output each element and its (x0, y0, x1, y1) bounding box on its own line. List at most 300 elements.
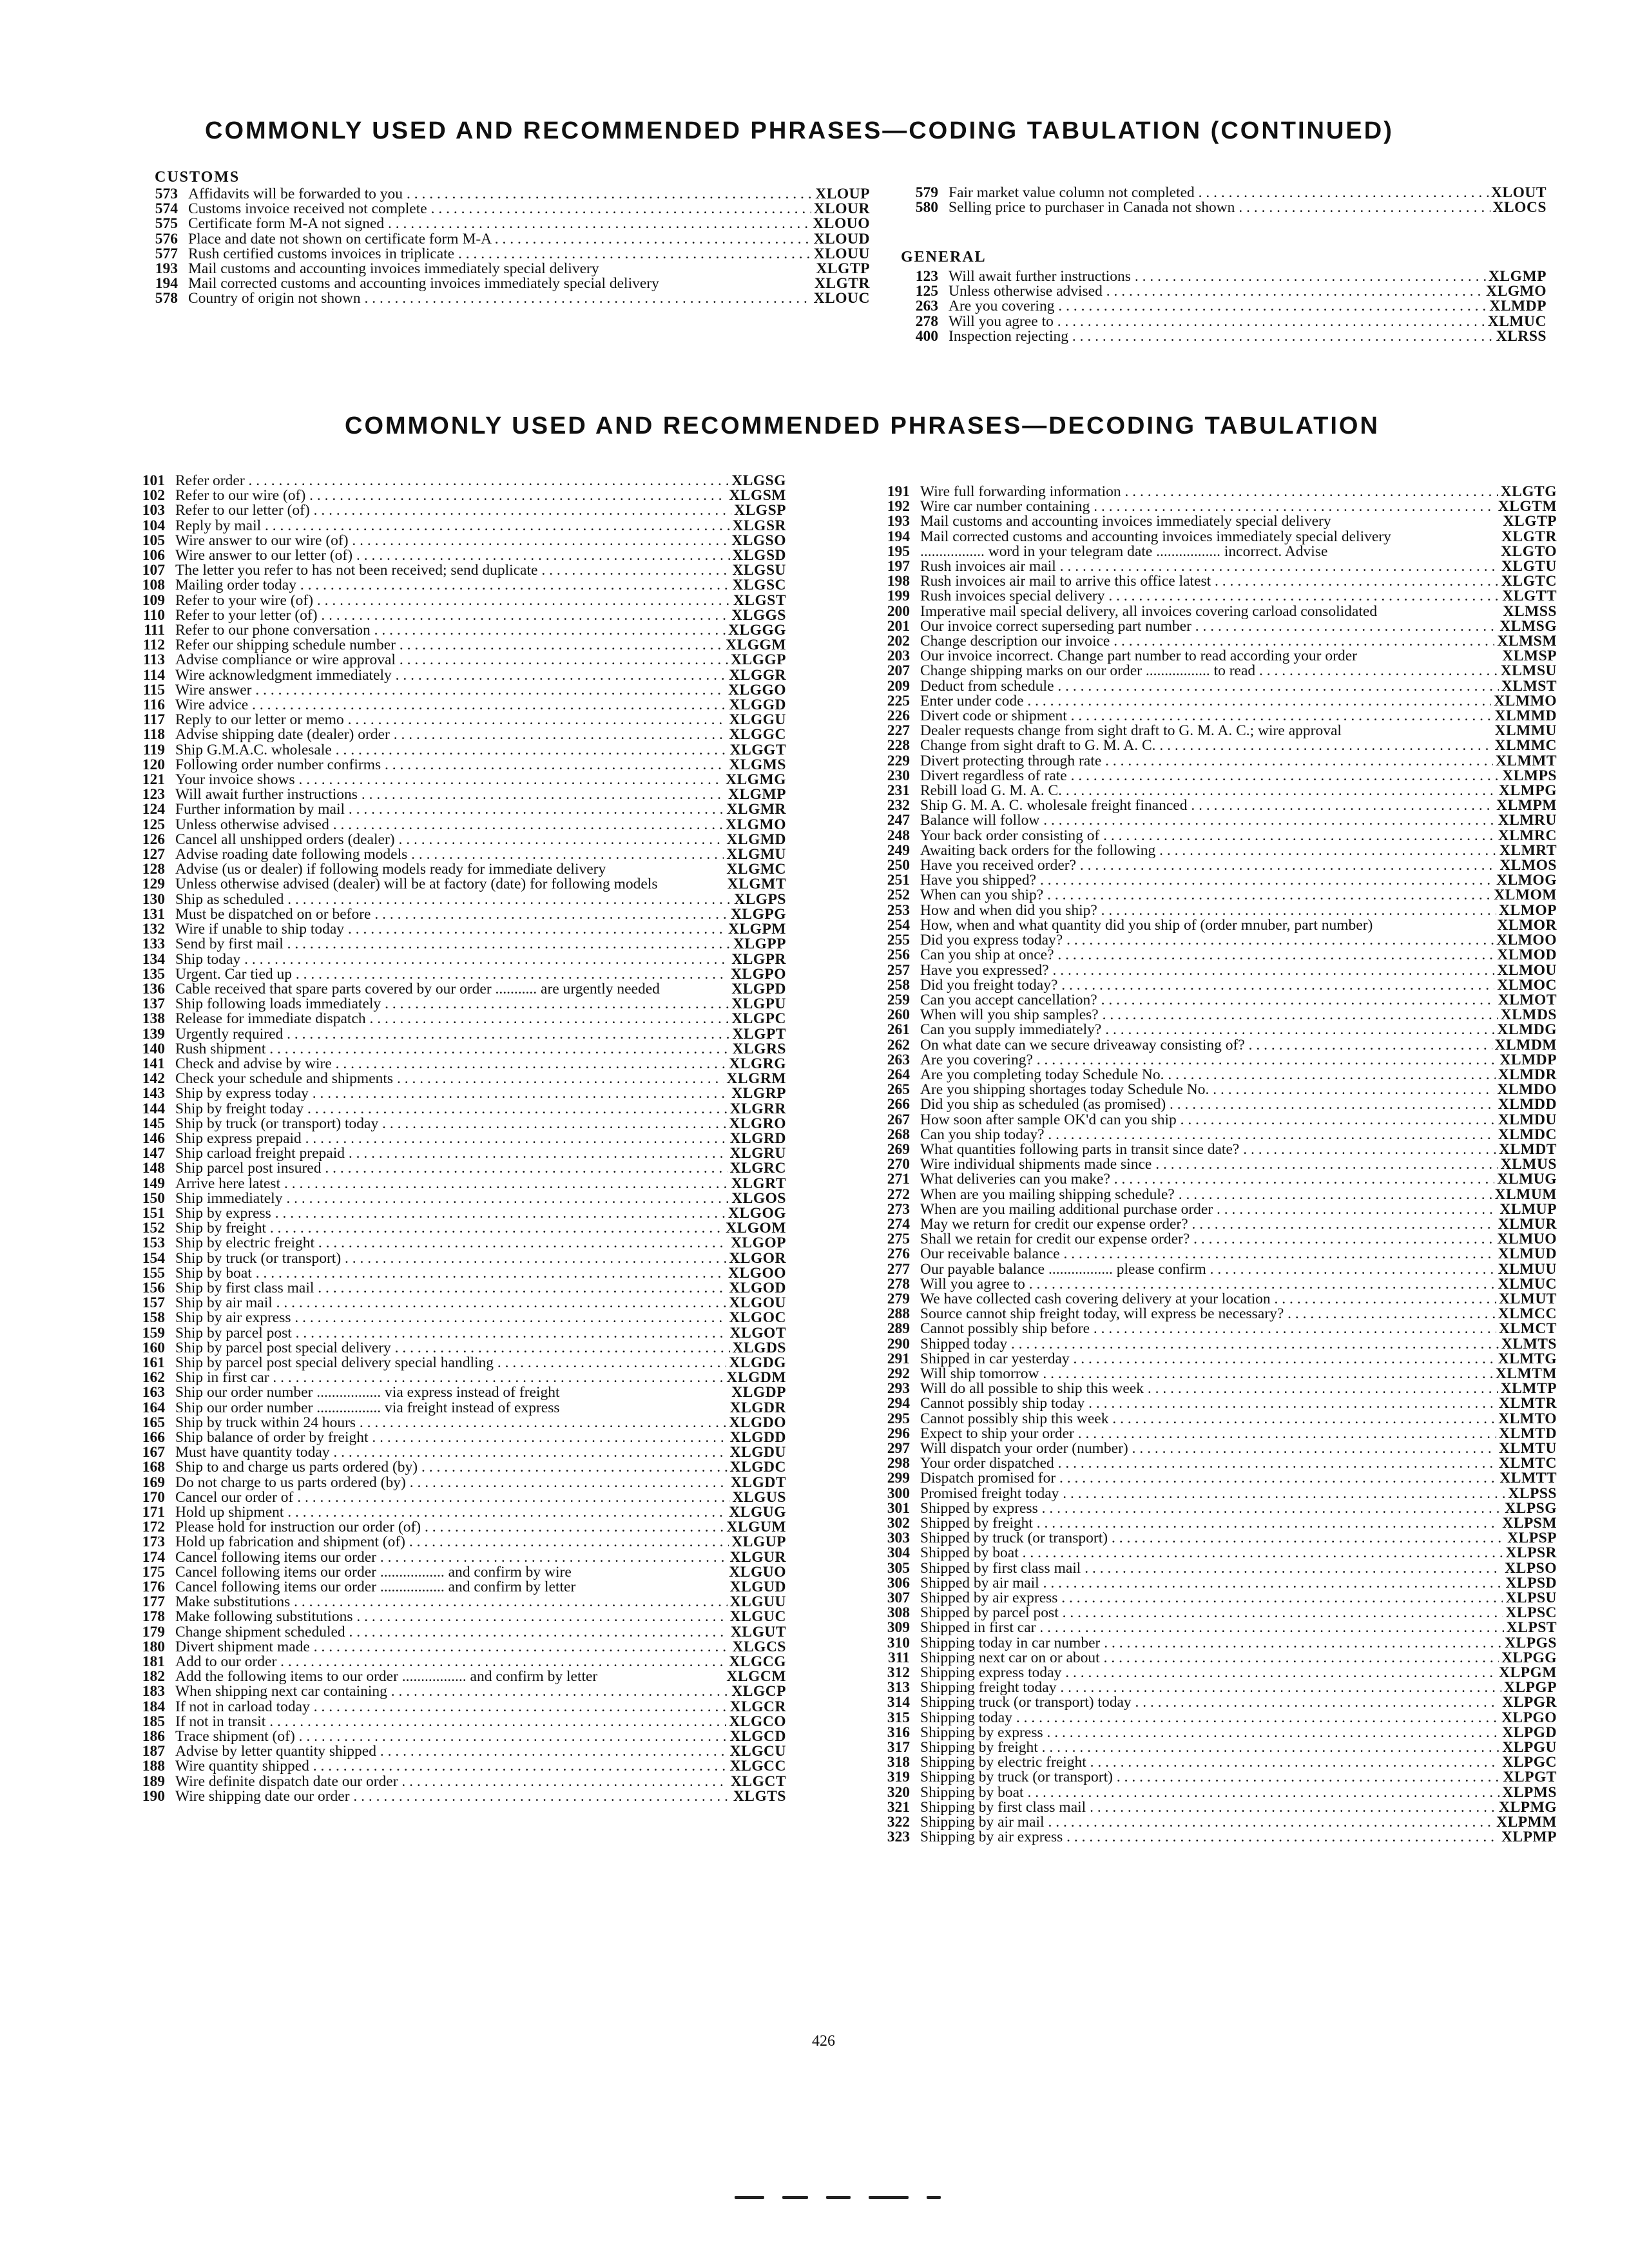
list-item (129, 787, 786, 802)
entry-number: 161 (142, 1354, 165, 1371)
entry-number: 172 (142, 1519, 165, 1536)
list-item (874, 1620, 1557, 1635)
entry-number: 109 (142, 591, 165, 609)
entry-code: XLMUR (1498, 1215, 1557, 1233)
entry-code: XLMDS (1500, 1006, 1557, 1024)
entry-phrase: Ship today . . . (175, 952, 729, 967)
list-item (129, 578, 786, 593)
entry-number: 271 (887, 1171, 910, 1188)
list-item (129, 1341, 786, 1356)
entry-phrase: Refer to our letter (of) . . . (175, 503, 731, 518)
entry-code: XLMOO (1496, 932, 1557, 949)
entry-phrase: Must be dispatched on or before . . . (175, 907, 728, 922)
entry-phrase: When are you mailing additional purchase order . . . (920, 1202, 1497, 1217)
entry-code: XLGSD (732, 547, 786, 564)
entry-phrase: Ship by parcel post . . . (175, 1326, 728, 1341)
entry-number: 157 (142, 1294, 165, 1312)
entry-number: 130 (142, 890, 165, 908)
list-item (874, 903, 1557, 918)
list-item (874, 1516, 1557, 1531)
entry-number: 301 (887, 1499, 910, 1517)
entry-code: XLGSO (731, 532, 786, 549)
entry-code: XLGGD (729, 697, 786, 714)
entry-number: 573 (155, 186, 178, 202)
customs-right-list (902, 186, 1547, 215)
entry-number: 171 (142, 1504, 165, 1521)
entry-number: 152 (142, 1220, 165, 1237)
entry-code: XLMDD (1498, 1096, 1557, 1113)
entry-code: XLPSR (1505, 1544, 1557, 1562)
entry-number: 174 (142, 1548, 165, 1566)
entry-number: 252 (887, 887, 910, 904)
entry-number: 136 (142, 980, 165, 997)
list-item (874, 1217, 1557, 1232)
entry-code: XLGUO (729, 1563, 786, 1581)
list-item (874, 1531, 1557, 1546)
entry-phrase: Fair market value column not completed . . . (949, 186, 1489, 200)
entry-code: XLMOC (1497, 976, 1557, 994)
entry-number: 278 (915, 312, 938, 330)
entry-phrase: Shipped by parcel post . . . (920, 1606, 1503, 1620)
entry-phrase: If not in carload today . . . (175, 1700, 728, 1715)
entry-code: XLGMS (729, 756, 786, 773)
entry-code: XLGUG (729, 1504, 786, 1521)
entry-phrase: Make substitutions . . . (175, 1595, 728, 1610)
entry-number: 308 (887, 1604, 910, 1622)
list-item (142, 276, 870, 291)
list-item (874, 1352, 1557, 1367)
entry-number: 107 (142, 562, 165, 579)
entry-code: XLMMT (1495, 752, 1557, 769)
entry-number: 310 (887, 1634, 910, 1651)
entry-number: 168 (142, 1459, 165, 1476)
entry-code: XLGSP (734, 502, 786, 519)
entry-number: 297 (887, 1440, 910, 1457)
entry-phrase: Ship immediately . . . (175, 1191, 729, 1206)
entry-code: XLGRC (729, 1160, 786, 1177)
entry-number: 576 (155, 230, 178, 247)
list-item (129, 1610, 786, 1624)
entry-number: 315 (887, 1709, 910, 1726)
entry-number: 198 (887, 573, 910, 590)
entry-phrase: Wire answer to our wire (of) . . . (175, 533, 729, 548)
entry-number: 159 (142, 1324, 165, 1341)
entry-code: XLGMD (726, 831, 786, 848)
entry-code: XLOUR (813, 200, 870, 218)
entry-number: 299 (887, 1470, 910, 1487)
list-item (874, 679, 1557, 694)
list-item (129, 997, 786, 1012)
entry-code: XLGCS (732, 1638, 786, 1655)
list-item (129, 877, 786, 892)
entry-code: XLMMC (1494, 737, 1557, 754)
entry-phrase: Rebill load G. M. A. C. . . . (920, 783, 1496, 798)
list-item (874, 1082, 1557, 1097)
entry-number: 313 (887, 1679, 910, 1696)
entry-phrase: Shipped by boat . . . (920, 1546, 1503, 1561)
entry-number: 193 (155, 260, 178, 278)
entry-number: 114 (143, 666, 165, 684)
list-item (902, 186, 1547, 200)
entry-code: XLGRU (729, 1145, 786, 1162)
list-item (874, 649, 1557, 664)
list-item (129, 1281, 786, 1296)
entry-phrase: Reply to our letter or memo . . . (175, 713, 726, 727)
entry-code: XLGGC (729, 726, 786, 744)
list-item (129, 922, 786, 937)
entry-number: 265 (887, 1081, 910, 1099)
list-item (129, 1445, 786, 1460)
entry-phrase: Mailing order today . . . (175, 578, 730, 593)
entry-number: 300 (887, 1485, 910, 1502)
entry-code: XLGDR (729, 1399, 786, 1416)
list-item (874, 1725, 1557, 1740)
entry-code: XLGMO (726, 816, 786, 833)
list-item (874, 1337, 1557, 1352)
entry-number: 228 (887, 737, 910, 754)
list-item (142, 232, 870, 247)
entry-phrase: Are you covering . . . (949, 299, 1487, 314)
entry-number: 169 (142, 1474, 165, 1491)
entry-phrase: Cancel following items our order ................. and confirm by wire (175, 1564, 572, 1581)
entry-number: 176 (142, 1579, 165, 1596)
entry-number: 138 (142, 1010, 165, 1028)
list-item (129, 1535, 786, 1550)
entry-phrase: Dealer requests change from sight draft to G. M. A. C.; wire approval (920, 724, 1342, 739)
entry-code: XLPSS (1508, 1485, 1557, 1502)
list-item (874, 798, 1557, 813)
list-item (874, 1307, 1557, 1321)
entry-number: 158 (142, 1309, 165, 1327)
entry-code: XLGTR (1501, 528, 1557, 545)
entry-code: XLGSR (732, 517, 786, 534)
entry-phrase: Ship by parcel post special delivery . . . (175, 1341, 730, 1356)
entry-phrase: Ship by truck (or transport) today . . . (175, 1117, 726, 1131)
list-item (874, 1247, 1557, 1262)
entry-code: XLGOD (729, 1279, 786, 1296)
entry-number: 190 (142, 1787, 165, 1805)
entry-number: 296 (887, 1425, 910, 1442)
entry-phrase: Ship by truck (or transport) . . . (175, 1251, 726, 1266)
entry-code: XLGSM (729, 487, 786, 505)
entry-phrase: Shipped by freight . . . (920, 1516, 1499, 1531)
list-item (874, 1800, 1557, 1815)
list-item (129, 1266, 786, 1281)
entry-number: 155 (142, 1264, 165, 1282)
list-item (874, 1008, 1557, 1023)
entry-phrase: Mail customs and accounting invoices immediately special delivery (188, 262, 599, 277)
entry-phrase: Shipping today . . . (920, 1711, 1499, 1725)
entry-phrase: Promised freight today . . . (920, 1486, 1505, 1501)
entry-phrase: Unless otherwise advised . . . (949, 284, 1483, 299)
list-item (874, 1740, 1557, 1755)
list-item (874, 1396, 1557, 1411)
list-item (129, 548, 786, 563)
list-item (129, 847, 786, 862)
entry-phrase: Shipping by air express . . . (920, 1830, 1499, 1845)
entry-code: XLGUS (732, 1488, 786, 1506)
entry-code: XLMUS (1500, 1156, 1557, 1173)
entry-code: XLGOU (729, 1294, 786, 1312)
list-item (129, 1401, 786, 1416)
entry-number: 248 (887, 827, 910, 844)
entry-code: XLMOR (1497, 916, 1557, 934)
entry-code: XLOUO (813, 215, 870, 233)
entry-phrase: When shipping next car containing . . . (175, 1684, 729, 1699)
entry-code: XLMOP (1499, 901, 1557, 919)
entry-phrase: Shipping by air mail . . . (920, 1815, 1494, 1830)
entry-code: XLPGM (1499, 1664, 1557, 1682)
list-item (129, 1012, 786, 1026)
list-item (142, 262, 870, 276)
entry-number: 579 (915, 184, 938, 201)
entry-code: XLMDG (1497, 1021, 1557, 1039)
entry-code: XLMST (1501, 677, 1557, 695)
entry-code: XLPMM (1496, 1814, 1557, 1831)
entry-phrase: Urgent. Car tied up . . . (175, 967, 728, 982)
entry-code: XLMOM (1494, 887, 1557, 904)
entry-code: XLGSC (732, 577, 786, 594)
entry-code: XLGUU (729, 1593, 786, 1611)
entry-number: 254 (887, 916, 910, 934)
entry-phrase: Do not charge to us parts ordered (by) . . . (175, 1475, 728, 1490)
list-item (874, 1038, 1557, 1053)
entry-number: 270 (887, 1156, 910, 1173)
entry-number: 317 (887, 1739, 910, 1756)
list-item (874, 634, 1557, 649)
entry-code: XLGUC (729, 1608, 786, 1626)
entry-phrase: Ship by boat . . . (175, 1266, 726, 1281)
entry-code: XLGPT (732, 1025, 786, 1043)
entry-phrase: May we return for credit our expense order? . . . (920, 1217, 1496, 1232)
entry-code: XLMTS (1501, 1335, 1557, 1352)
entry-number: 231 (887, 782, 910, 800)
entry-phrase: Ship express prepaid . . . (175, 1131, 728, 1146)
entry-number: 165 (142, 1414, 165, 1431)
entry-code: XLGRR (729, 1100, 786, 1117)
list-item (874, 829, 1557, 843)
entry-number: 156 (142, 1279, 165, 1296)
entry-phrase: Shipping next car on or about . . . (920, 1651, 1499, 1666)
entry-code: XLMTD (1499, 1425, 1557, 1442)
entry-code: XLMUT (1499, 1290, 1557, 1307)
entry-number: 120 (142, 756, 165, 773)
list-item (129, 474, 786, 488)
entry-code: XLMUU (1498, 1260, 1557, 1278)
entry-phrase: Following order number confirms . . . (175, 758, 726, 773)
list-item (874, 1651, 1557, 1666)
list-item (874, 948, 1557, 963)
list-item (874, 918, 1557, 933)
entry-phrase: Shipping express today . . . (920, 1666, 1496, 1680)
list-item (129, 1715, 786, 1729)
entry-code: XLMDO (1497, 1081, 1557, 1099)
entry-number: 199 (887, 588, 910, 605)
entry-number: 170 (142, 1488, 165, 1506)
entry-code: XLPGD (1502, 1724, 1557, 1741)
entry-code: XLPSG (1505, 1499, 1557, 1517)
list-item (129, 1251, 786, 1266)
entry-code: XLMSU (1500, 662, 1557, 680)
entry-phrase: Advise by letter quantity shipped . . . (175, 1744, 728, 1759)
entry-phrase: Awaiting back orders for the following . . . (920, 843, 1497, 858)
entry-phrase: Shipping by boat . . . (920, 1785, 1499, 1800)
entry-number: 314 (887, 1694, 910, 1711)
list-item (874, 993, 1557, 1008)
entry-phrase: We have collected cash covering delivery at your location . . . (920, 1292, 1496, 1307)
list-item (129, 1625, 786, 1640)
list-item (874, 1576, 1557, 1591)
list-item (129, 1296, 786, 1311)
entry-code: XLRSS (1496, 327, 1547, 345)
entry-code: XLPSD (1505, 1574, 1557, 1591)
entry-number: 195 (887, 543, 910, 560)
entry-number: 126 (142, 831, 165, 848)
list-item (142, 247, 870, 262)
entry-phrase: Your invoice shows . . . (175, 773, 723, 787)
entry-number: 102 (142, 487, 165, 505)
list-item (129, 1370, 786, 1385)
entry-code: XLMSP (1502, 648, 1557, 665)
entry-phrase: Refer to our wire (of) . . . (175, 488, 726, 503)
list-item (129, 713, 786, 727)
entry-phrase: Did you freight today? . . . (920, 978, 1494, 993)
list-item (874, 1381, 1557, 1396)
entry-phrase: Source cannot ship freight today, will express be necessary? . . . (920, 1307, 1496, 1321)
entry-number: 187 (142, 1743, 165, 1760)
list-item (902, 284, 1547, 299)
entry-phrase: When will you ship samples? . . . (920, 1008, 1498, 1023)
entry-code: XLGPM (728, 921, 786, 938)
list-item (874, 1292, 1557, 1307)
entry-phrase: Deduct from schedule . . . (920, 679, 1499, 694)
entry-phrase: Cannot possibly ship today . . . (920, 1396, 1496, 1411)
list-item (129, 1236, 786, 1251)
list-item (129, 1206, 786, 1221)
entry-phrase: Add the following items to our order ................. and confirm by letter (175, 1669, 598, 1685)
entry-number: 124 (142, 801, 165, 818)
list-item (874, 1546, 1557, 1561)
entry-number: 232 (887, 797, 910, 814)
entry-code: XLMMO (1494, 692, 1557, 709)
list-item (129, 1042, 786, 1057)
entry-code: XLGCT (730, 1773, 786, 1790)
entry-phrase: Wire quantity shipped . . . (175, 1759, 728, 1774)
list-item (874, 978, 1557, 993)
entry-code: XLGRS (732, 1040, 786, 1057)
entry-code: XLMOU (1497, 961, 1557, 979)
list-item (129, 488, 786, 503)
entry-code: XLPSO (1505, 1559, 1557, 1577)
entry-code: XLGGM (726, 637, 786, 654)
entry-number: 125 (915, 283, 938, 300)
entry-phrase: Advise shipping date (dealer) order . . . (175, 727, 726, 742)
list-item (129, 519, 786, 533)
entry-number: 119 (143, 741, 165, 758)
entry-phrase: Change shipping marks on our order ................. to read . . . (920, 664, 1498, 678)
entry-number: 277 (887, 1260, 910, 1278)
entry-phrase: Refer to your letter (of) . . . (175, 608, 729, 623)
list-item (129, 758, 786, 773)
entry-number: 266 (887, 1096, 910, 1113)
entry-phrase: Ship G.M.A.C. wholesale . . . (175, 743, 728, 758)
entry-code: XLMCC (1498, 1305, 1557, 1323)
coding-title: COMMONLY USED AND RECOMMENDED PHRASES—CODING TABULATION (CONTINUED) (205, 117, 1394, 144)
entry-phrase: Enter under code . . . (920, 694, 1491, 709)
entry-code: XLGPR (731, 950, 786, 968)
list-item (874, 1157, 1557, 1172)
entry-code: XLGMT (727, 876, 786, 893)
entry-code: XLMTM (1495, 1365, 1557, 1382)
list-item (874, 769, 1557, 783)
entry-code: XLMUC (1498, 1275, 1557, 1293)
entry-number: 179 (142, 1623, 165, 1640)
entry-phrase: Balance will follow . . . (920, 813, 1496, 828)
list-item (874, 559, 1557, 574)
entry-number: 307 (887, 1590, 910, 1607)
entry-phrase: Selling price to purchaser in Canada not shown . . . (949, 200, 1490, 215)
entry-code: XLGRM (726, 1070, 786, 1088)
entry-code: XLPMP (1501, 1829, 1557, 1846)
list-item (874, 589, 1557, 604)
entry-code: XLMDP (1499, 1051, 1557, 1068)
list-item (902, 269, 1547, 284)
list-item (874, 1202, 1557, 1217)
list-item (129, 533, 786, 548)
list-item (874, 1412, 1557, 1427)
entry-number: 142 (142, 1070, 165, 1088)
entry-phrase: Ship by express today . . . (175, 1086, 729, 1101)
entry-phrase: Did you ship as scheduled (as promised) . . . (920, 1097, 1496, 1112)
entry-phrase: Unless otherwise advised . . . (175, 818, 723, 832)
entry-number: 103 (142, 502, 165, 519)
list-item (874, 530, 1557, 544)
entry-number: 249 (887, 841, 910, 859)
entry-phrase: Shipping by freight . . . (920, 1740, 1499, 1755)
entry-phrase: Further information by mail . . . (175, 802, 724, 817)
entry-code: XLGOM (726, 1220, 786, 1237)
entry-number: 193 (887, 513, 910, 530)
list-item (874, 514, 1557, 529)
entry-number: 292 (887, 1365, 910, 1382)
list-item (142, 202, 870, 216)
entry-number: 166 (142, 1429, 165, 1446)
entry-code: XLGGR (729, 666, 786, 684)
entry-number: 127 (142, 846, 165, 863)
entry-number: 288 (887, 1305, 910, 1323)
entry-number: 275 (887, 1231, 910, 1248)
entry-phrase: Customs invoice received not complete . . . (188, 202, 811, 216)
entry-number: 263 (887, 1051, 910, 1068)
entry-code: XLMSM (1497, 633, 1557, 650)
entry-phrase: Mail corrected customs and accounting invoices immediately special delivery (920, 529, 1391, 544)
entry-code: XLGPD (731, 980, 786, 997)
list-item (874, 694, 1557, 709)
entry-phrase: When are you mailing shipping schedule? . . . (920, 1187, 1492, 1202)
entry-number: 181 (142, 1653, 165, 1671)
entry-code: XLGRD (729, 1129, 786, 1147)
entry-code: XLMRU (1498, 812, 1557, 829)
list-item (129, 982, 786, 997)
list-item (874, 1232, 1557, 1247)
list-item (129, 683, 786, 698)
entry-code: XLGDC (729, 1459, 786, 1476)
entry-phrase: Release for immediate dispatch . . . (175, 1012, 729, 1026)
entry-phrase: Rush invoices special delivery . . . (920, 589, 1499, 604)
list-item (129, 1580, 786, 1595)
entry-phrase: Must have quantity today . . . (175, 1445, 728, 1460)
entry-code: XLPGC (1502, 1754, 1557, 1771)
